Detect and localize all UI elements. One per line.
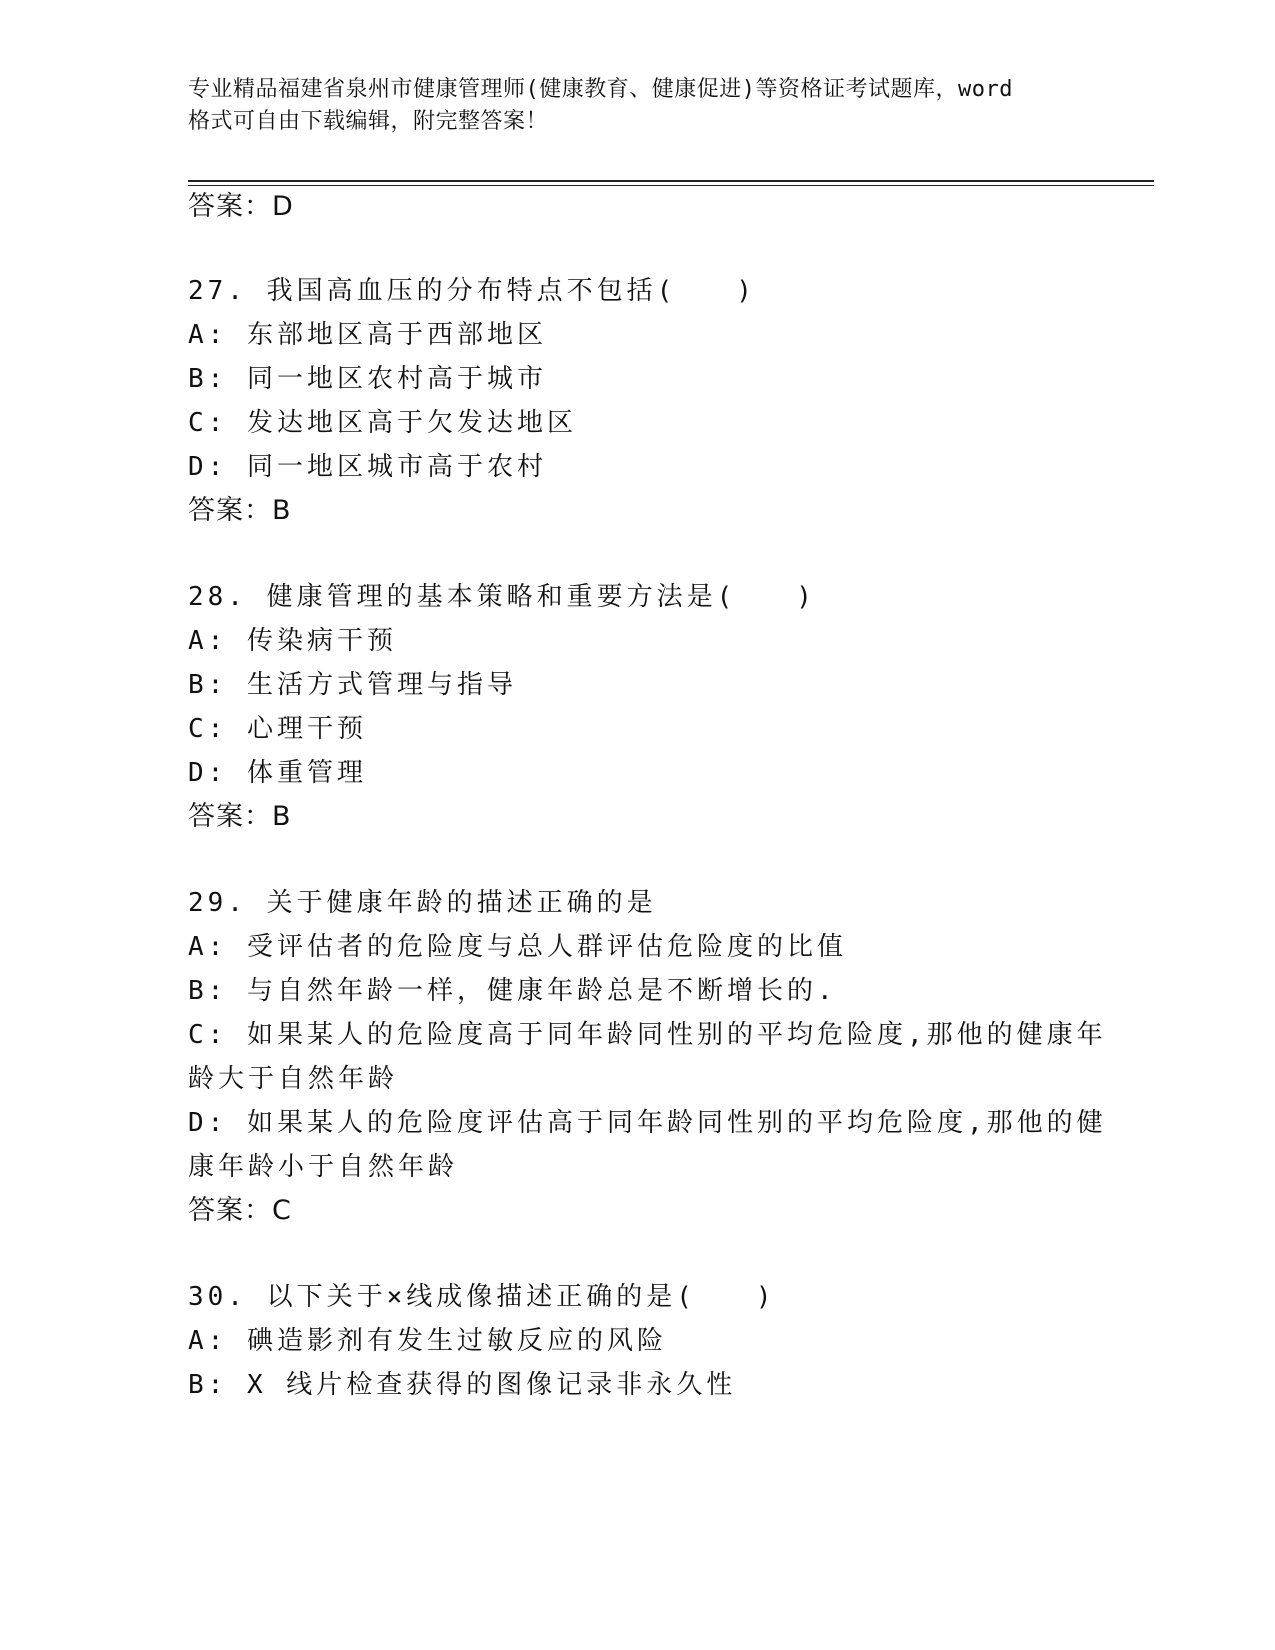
question-29-answer: 答案：C (188, 1195, 292, 1226)
question-29-option-d-line-2: 康年龄小于自然年龄 (188, 1152, 459, 1182)
question-27-option-a: A: 东部地区高于西部地区 (188, 320, 547, 350)
question-27-option-d: D: 同一地区城市高于农村 (188, 452, 547, 482)
header-rule-thick (188, 180, 1154, 182)
question-30-option-a: A: 碘造影剂有发生过敏反应的风险 (188, 1326, 667, 1356)
question-28-option-a: A: 传染病干预 (188, 626, 397, 656)
question-27-answer: 答案：B (188, 495, 292, 526)
question-30-stem: 30. 以下关于×线成像描述正确的是( ) (188, 1282, 776, 1312)
document-header (188, 74, 1088, 138)
question-28-option-b: B: 生活方式管理与指导 (188, 670, 517, 700)
question-27-option-c: C: 发达地区高于欠发达地区 (188, 408, 577, 438)
header-line-1: 专业精品福建省泉州市健康管理师(健康教育、健康促进)等资格证考试题库，word (188, 77, 1013, 102)
header-line-2: 格式可自由下载编辑，附完整答案！ (188, 109, 549, 134)
question-28-option-d: D: 体重管理 (188, 758, 367, 788)
question-28-answer: 答案：B (188, 801, 292, 832)
question-30-option-b: B: X 线片检查获得的图像记录非永久性 (188, 1370, 737, 1400)
previous-answer: 答案：D (188, 191, 294, 222)
question-27-option-b: B: 同一地区农村高于城市 (188, 364, 547, 394)
question-28-option-c: C: 心理干预 (188, 714, 367, 744)
header-rule-thin (188, 185, 1154, 186)
question-29-option-a: A: 受评估者的危险度与总人群评估危险度的比值 (188, 932, 847, 962)
question-29-option-b: B: 与自然年龄一样，健康年龄总是不断增长的. (188, 976, 837, 1006)
question-28-stem: 28. 健康管理的基本策略和重要方法是( ) (188, 582, 816, 612)
question-29-option-c-line-1: C: 如果某人的危险度高于同年龄同性别的平均危险度,那他的健康年 (188, 1020, 1107, 1050)
question-29-option-d-line-1: D: 如果某人的危险度评估高于同年龄同性别的平均危险度,那他的健 (188, 1108, 1107, 1138)
question-29-stem: 29. 关于健康年龄的描述正确的是 (188, 888, 657, 918)
question-29-option-c-line-2: 龄大于自然年龄 (188, 1064, 399, 1094)
question-27-stem: 27. 我国高血压的分布特点不包括( ) (188, 276, 756, 306)
